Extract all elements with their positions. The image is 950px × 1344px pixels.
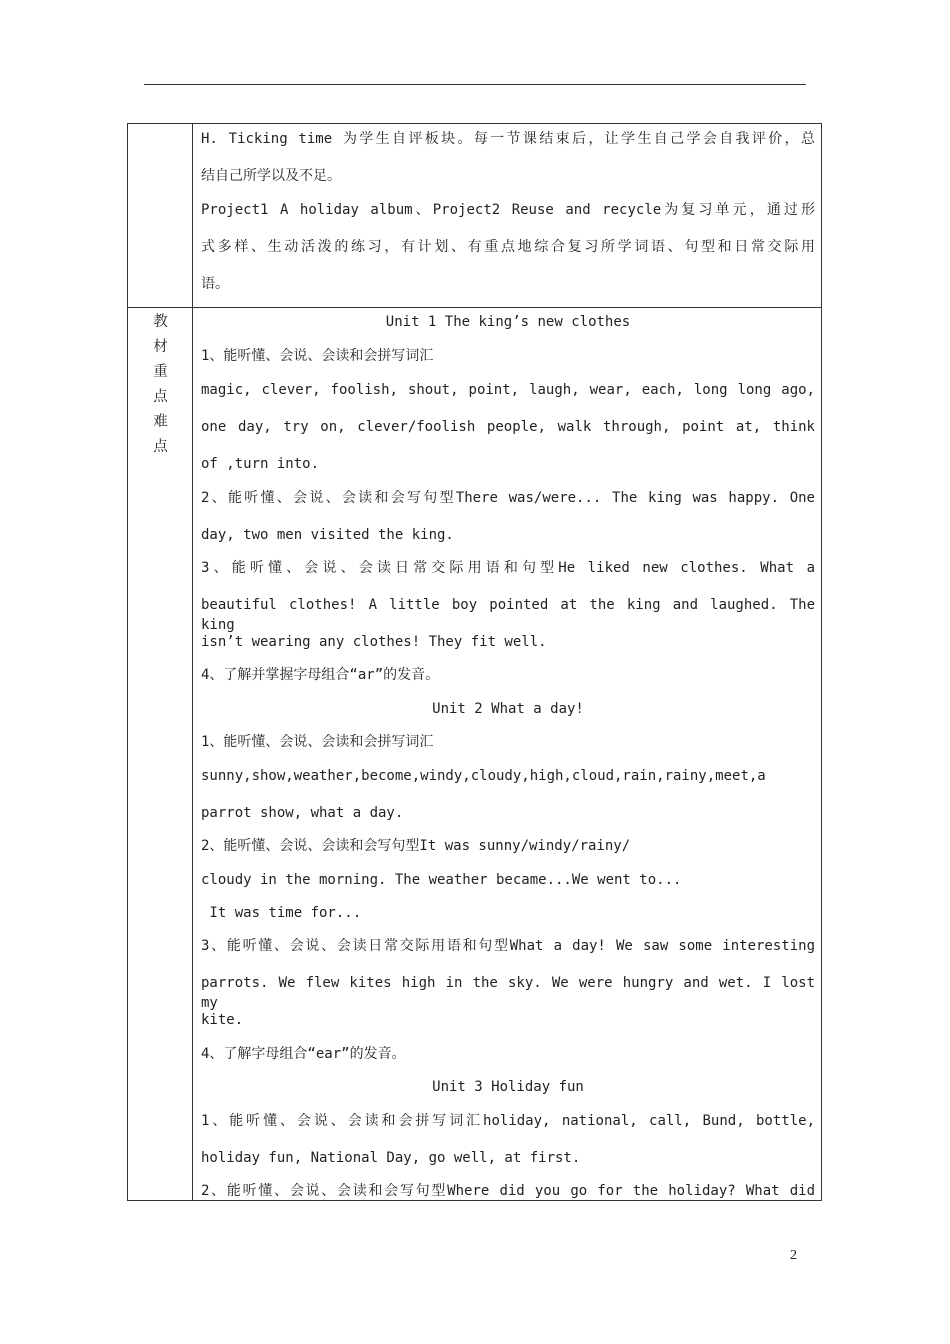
text-line: cloudy in the morning. The weather became...We went to... [201, 872, 682, 888]
label-cell [128, 308, 193, 1200]
text-line: isn’t wearing any clothes! They fit well. [201, 634, 547, 650]
header-rule [144, 84, 806, 85]
text-line: holiday fun, National Day, go well, at first. [201, 1150, 581, 1166]
text-line: of ,turn into. [201, 456, 320, 472]
page-number: 2 [790, 1248, 797, 1263]
text-line: 2、能听懂、会说、会读和会写句型There was/were... The king was happy. One [201, 490, 815, 506]
text-line: It was time for... [201, 905, 362, 921]
content-table [127, 123, 822, 1201]
text-line: parrots. We flew kites high in the sky. We were hungry and wet. I lost my [201, 975, 815, 1011]
text-line: 4、了解并掌握字母组合“ar”的发音。 [201, 667, 440, 683]
text-line: sunny,show,weather,become,windy,cloudy,high,cloud,rain,rainy,meet,a [201, 768, 766, 784]
text-line: 结自己所学以及不足。 [201, 168, 341, 184]
text-line: kite. [201, 1012, 244, 1028]
table-row [128, 308, 821, 1200]
text-line: 2、能听懂、会说、会读和会写句型Where did you go for the holiday? What did [201, 1183, 815, 1199]
text-line: day, two men visited the king. [201, 527, 454, 543]
text-line: 语。 [201, 276, 229, 292]
unit-heading: Unit 2 What a day! [432, 701, 584, 717]
text-line: 1、能听懂、会说、会读和会拼写词汇holiday, national, call, Bund, bottle, [201, 1113, 815, 1129]
text-line: 3、能听懂、会说、会读日常交际用语和句型What a day! We saw some interesting [201, 938, 815, 954]
unit-heading: Unit 3 Holiday fun [432, 1079, 584, 1095]
text-line: Project1 A holiday album、Project2 Reuse and recycle为复习单元，通过形 [201, 202, 815, 218]
text-line: 4、了解字母组合“ear”的发音。 [201, 1046, 406, 1062]
text-line: 1、能听懂、会说、会读和会拼写词汇 [201, 348, 434, 364]
text-cell [193, 124, 821, 307]
text-line: 1、能听懂、会说、会读和会拼写词汇 [201, 734, 434, 750]
text-line: 3、能听懂、会说、会读日常交际用语和句型He liked new clothes. What a [201, 560, 815, 576]
text-line: 式多样、生动活泼的练习，有计划、有重点地综合复习所学词语、句型和日常交际用 [201, 239, 815, 255]
text-cell [193, 308, 821, 1200]
table-row [128, 124, 821, 308]
unit-heading: Unit 1 The king’s new clothes [385, 314, 631, 330]
section-label: 教 材 重 点 难 点 [153, 314, 168, 455]
label-cell-empty [128, 124, 193, 307]
text-line: parrot show, what a day. [201, 805, 404, 821]
text-line: 2、能听懂、会说、会读和会写句型It was sunny/windy/rainy/ [201, 838, 631, 854]
text-line: H. Ticking time 为学生自评板块。每一节课结束后，让学生自己学会自我评价，总 [201, 131, 815, 147]
text-line: one day, try on, clever/foolish people, walk through, point at, think [201, 419, 815, 435]
text-line: beautiful clothes! A little boy pointed at the king and laughed. The king [201, 597, 815, 633]
text-line: magic, clever, foolish, shout, point, laugh, wear, each, long long ago, [201, 382, 815, 398]
